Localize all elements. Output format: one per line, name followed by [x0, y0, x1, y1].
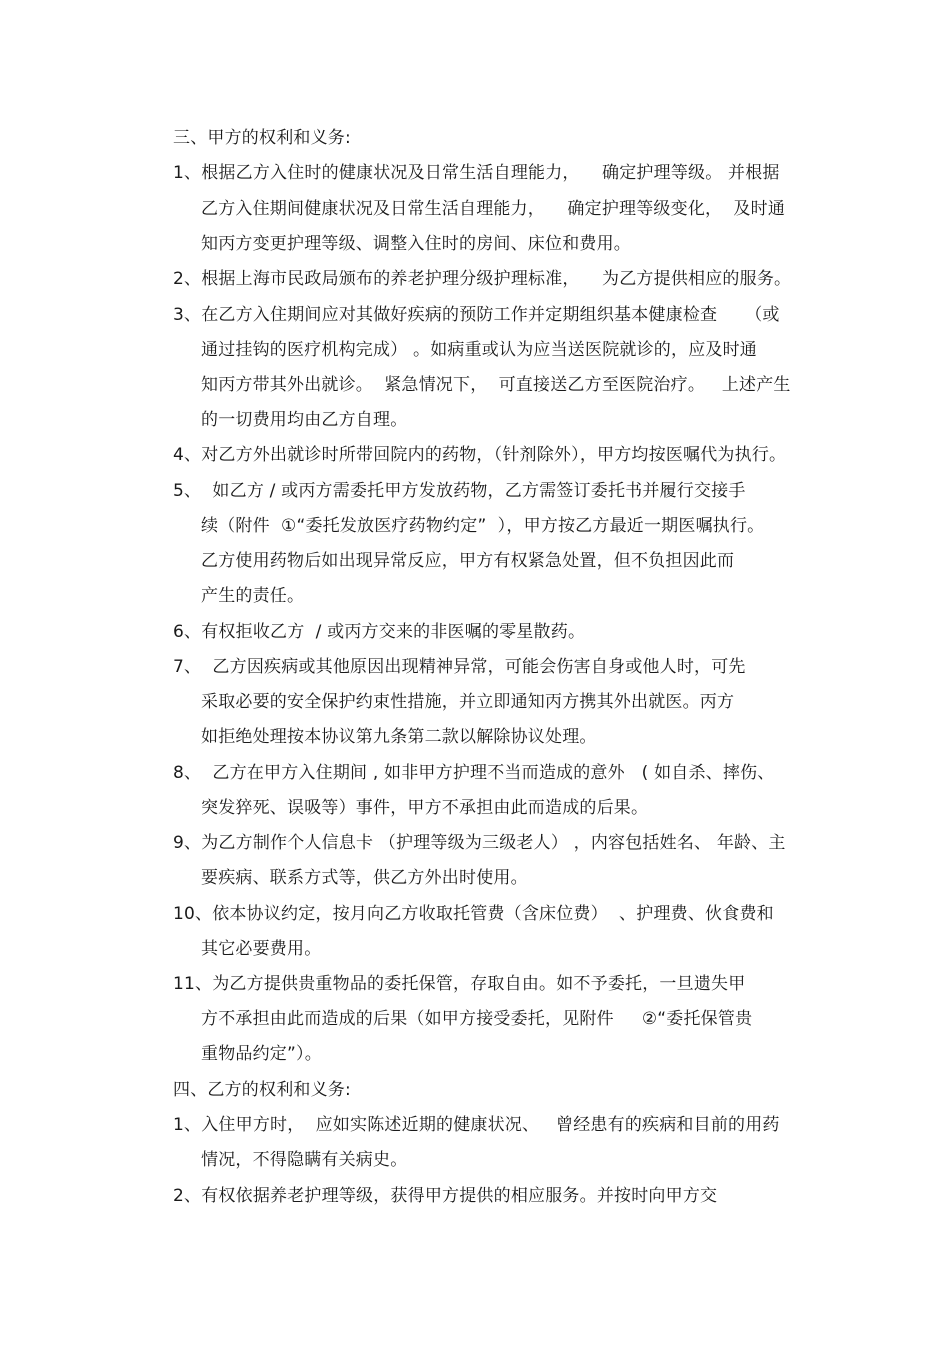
section-heading-4: 四、乙方的权利和义务:	[173, 1080, 351, 1100]
item-3-8-line-2: 突发猝死、误吸等）事件，甲方不承担由此而造成的后果。	[201, 798, 649, 818]
item-3-9-line-2: 要疾病、联系方式等，供乙方外出时使用。	[201, 868, 528, 888]
item-3-5-line-3: 乙方使用药物后如出现异常反应，甲方有权紧急处置，但不负担因此而	[201, 551, 735, 571]
item-4-1-line-2: 情况，不得隐瞒有关病史。	[201, 1150, 408, 1170]
item-3-6-line-1: 6、有权拒收乙方 / 或丙方交来的非医嘱的零星散药。	[173, 622, 586, 642]
item-3-1-line-3: 知丙方变更护理等级、调整入住时的房间、床位和费用。	[201, 234, 631, 254]
item-4-2-line-1: 2、有权依据养老护理等级，获得甲方提供的相应服务。并按时向甲方交	[173, 1186, 718, 1206]
item-3-7-line-3: 如拒绝处理按本协议第九条第二款以解除协议处理。	[201, 727, 597, 747]
item-4-1-line-1: 1、入住甲方时， 应如实陈述近期的健康状况、 曾经患有的疾病和目前的用药	[173, 1115, 780, 1135]
item-3-3-line-1: 3、在乙方入住期间应对其做好疾病的预防工作并定期组织基本健康检查 （或	[173, 305, 780, 325]
item-3-8-line-1: 8、 乙方在甲方入住期间 , 如非甲方护理不当而造成的意外 ( 如自杀、摔伤、	[173, 763, 775, 783]
item-3-5-line-4: 产生的责任。	[201, 586, 305, 606]
item-3-2-line-1: 2、根据上海市民政局颁布的养老护理分级护理标准， 为乙方提供相应的服务。	[173, 269, 792, 289]
item-3-9-line-1: 9、为乙方制作个人信息卡 （护理等级为三级老人） ，内容包括姓名、 年龄、主	[173, 833, 786, 853]
item-3-3-line-2: 通过挂钩的医疗机构完成） 。如病重或认为应当送医院就诊的，应及时通	[201, 340, 758, 360]
item-3-1-line-1: 1、根据乙方入住时的健康状况及日常生活自理能力， 确定护理等级。 并根据	[173, 163, 780, 183]
item-3-3-line-4: 的一切费用均由乙方自理。	[201, 410, 408, 430]
item-3-11-line-2: 方不承担由此而造成的后果（如甲方接受委托，见附件 ②“委托保管贵	[201, 1009, 753, 1029]
section-heading-3: 三、甲方的权利和义务:	[173, 128, 351, 148]
item-3-7-line-2: 采取必要的安全保护约束性措施，并立即通知丙方携其外出就医。丙方	[201, 692, 735, 712]
item-3-11-line-3: 重物品约定”）。	[201, 1044, 322, 1064]
item-3-11-line-1: 11、为乙方提供贵重物品的委托保管，存取自由。如不予委托，一旦遗失甲	[173, 974, 746, 994]
item-3-7-line-1: 7、 乙方因疾病或其他原因出现精神异常，可能会伤害自身或他人时，可先	[173, 657, 746, 677]
item-3-3-line-3: 知丙方带其外出就诊。 紧急情况下， 可直接送乙方至医院治疗。 上述产生	[201, 375, 791, 395]
item-3-4-line-1: 4、对乙方外出就诊时所带回院内的药物，（针剂除外），甲方均按医嘱代为执行。	[173, 445, 787, 465]
item-3-10-line-1: 10、依本协议约定，按月向乙方收取托管费（含床位费） 、护理费、伙食费和	[173, 904, 774, 924]
item-3-1-line-2: 乙方入住期间健康状况及日常生活自理能力， 确定护理等级变化， 及时通	[201, 199, 786, 219]
item-3-10-line-2: 其它必要费用。	[201, 939, 322, 959]
item-3-5-line-2: 续（附件 ①“委托发放医疗药物约定” ），甲方按乙方最近一期医嘱执行。	[201, 516, 765, 536]
item-3-5-line-1: 5、 如乙方 / 或丙方需委托甲方发放药物，乙方需签订委托书并履行交接手	[173, 481, 746, 501]
